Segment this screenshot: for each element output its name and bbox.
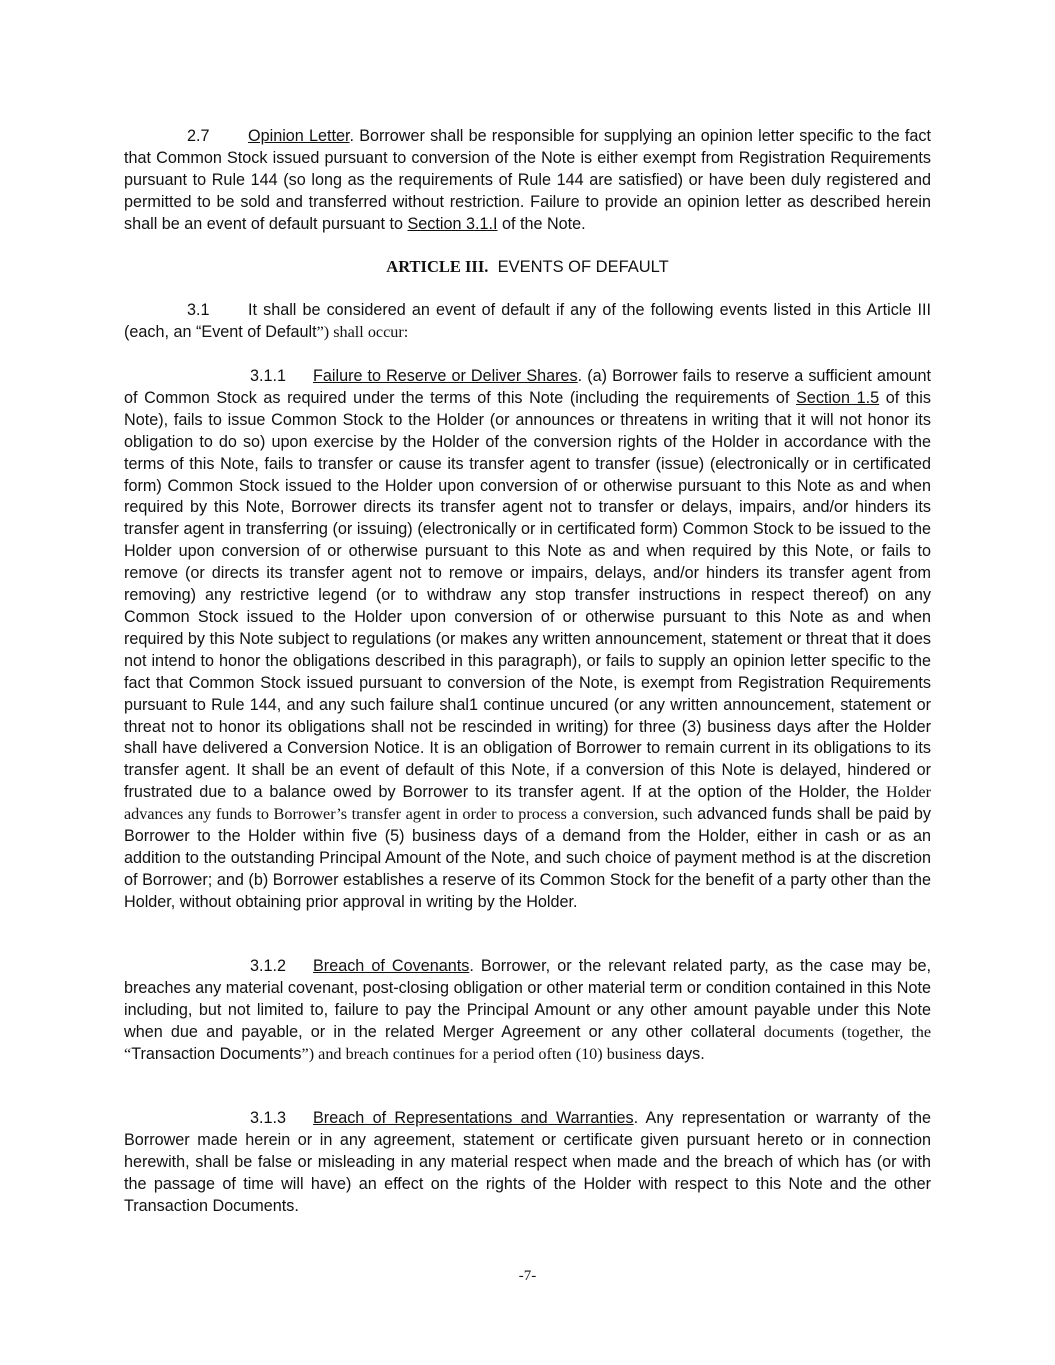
section-title: Breach of Covenants [313,957,470,975]
section-text: . Borrower shall be responsible for supplying an opinion letter specific to the fact that Common Stock issued pursuant to conversion of the Note is either exempt from Registration Requirements pursuant to Rule 144 (so long as the requirements of Rule 144 are satisfied) or have been duly registered and permitted to be sold and transferred without restriction. Failure to provide an opinion letter as described herein shall be an event of default pursuant to [124,127,931,233]
section-text: of this Note), fails to issue Common Stock to the Holder (or announces or threatens in writing that it will not honor its obligation to do so) upon exercise by the Holder of the conversion rights of the Holder in accordance with the terms of this Note, fails to transfer or cause its transfer agent to transfer (issue) (electronically or in certificated form) Common Stock issued to the Holder upon conversion of or otherwise pursuant to this Note as and when required by this Note, Borrower directs its transfer agent not to transfer or delays, impairs, and/or hinders its transfer agent in transferring (or issuing) (electronically or in certificated form) Common Stock to be issued to the Holder upon conversion of or otherwise pursuant to this Note as and when required by this Note, or fails to remove (or directs its transfer agent not to remove or impairs, delays, and/or hinders its transfer agent from removing) any restrictive legend (or to withdraw any stop transfer instructions in respect thereof) on any Common Stock issued to the Holder upon conversion of or otherwise pursuant to this Note as and when required by this Note subject to regulations (or makes any written announcement, statement or threat that it does not intend to honor the obligations described in this paragraph), or fails to supply an opinion letter specific to the fact that Common Stock issued pursuant to conversion of the Note, is exempt from Registration Requirements pursuant to Rule 144, and any such failure shal1 continue uncured (or any written announcement, statement or threat not to honor its obligations shall not be rescinded in writing) for three (3) business days after the Holder shall have delivered a Conversion Notice. It is an obligation of Borrower to remain current in its obligations to its transfer agent. It shall be an event of default of this Note, if a conversion of this Note is delayed, hindered or frustrated due to a balance owed by Borrower to its transfer agent. If at the option of the Holder, the [124,388,931,802]
section-text: . Borrower, or the relevant related party, as the case may be, breaches any material covenant, post-closing obligation or other material term or condition contained in this Note including, but not limited to, failure to pay the Principal Amount or any other amount payable under this Note when due and payable, or in the related Merger Agreement or any other collateral [124,957,931,1041]
section-title: Failure to Reserve or Deliver Shares [313,367,578,385]
section-text: documents (together, the “ [124,1022,932,1063]
defined-term: Transaction Documents [131,1044,302,1063]
defined-term: Event of Default [201,322,317,341]
section-number: 3.1.3 [250,1109,287,1127]
section-text: . Any representation or warranty of the Borrower made herein or in any agreement, statement or certificate given pursuant hereto or in connection herewith, shall be false or misleading in any material respect when made and the breach of which has (or with the passage of time will have) an effect on the rights of the Holder with respect to this Note and the other Transaction Documents. [124,1109,932,1215]
section-text: ”) and breach continues for a period often (10) business [301,1044,662,1063]
section-title: Opinion Letter [248,127,350,145]
page-number: -7- [518,1268,537,1284]
section-3-1 [124,300,931,344]
section-number: 3.1.1 [250,367,287,385]
section-text: days. [661,1044,705,1063]
section-text: Holder advances any funds to Borrower’s transfer agent in order to process a conversion, such [124,783,931,824]
article-heading [0,256,1055,278]
section-number: 3.1 [187,301,210,319]
section-reference: Section 3.1.I [407,214,498,233]
section-title: Breach of Representations and Warranties [313,1109,634,1127]
section-3-1-1 [124,366,931,914]
article-label: ARTICLE III. [386,257,489,276]
section-text: ”) shall occur: [316,322,409,341]
section-3-1-3 [124,1108,931,1218]
section-text: It shall be considered an event of default if any of the following events listed in this Article III (each, an “ [124,301,931,341]
section-2-7 [124,126,931,236]
section-text: of the Note. [497,214,586,233]
section-number: 3.1.2 [250,957,287,975]
section-text: . (a) Borrower fails to reserve a sufficient amount of Common Stock as required under the terms of this Note (including the requirements of [124,367,931,407]
section-3-1-2 [124,956,931,1066]
section-reference: Section 1.5 [796,388,880,407]
section-number: 2.7 [187,127,210,145]
article-title: EVENTS OF DEFAULT [497,258,669,276]
section-text: advanced funds shall be paid by Borrower to the Holder within five (5) business days of a demand from the Holder, either in cash or as an addition to the outstanding Principal Amount of the Note, and such choice of payment method is at the discretion of Borrower; and (b) Borrower establishes a reserve of its Common Stock for the benefit of a party other than the Holder, without obtaining prior approval in writing by the Holder. [124,805,931,911]
